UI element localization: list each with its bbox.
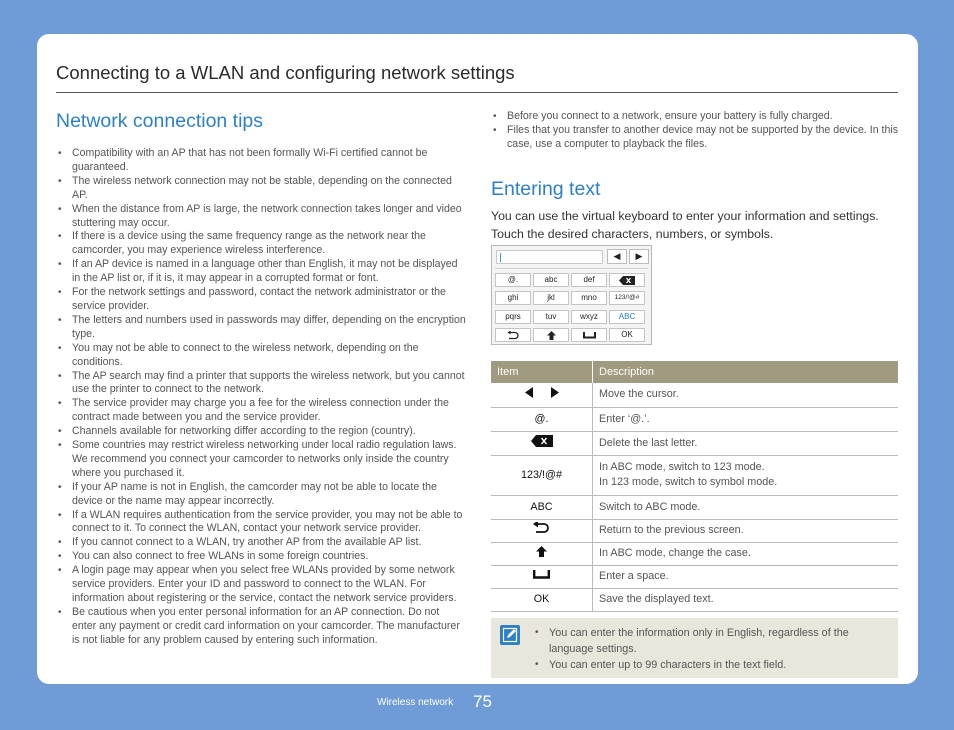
tip-item: • When the distance from AP is large, the network connection takes longer and video stuttering may occur.	[56, 203, 466, 231]
page-title: Connecting to a WLAN and configuring network settings	[56, 62, 515, 83]
key-def[interactable]: def	[571, 273, 607, 287]
tip-item: • If you cannot connect to a WLAN, try another AP from the available AP list.	[56, 536, 466, 550]
footer-section-label: Wireless network	[377, 697, 454, 708]
table-cell-description: Delete the last letter.	[593, 431, 899, 455]
cursor-left-button[interactable]: ◀	[607, 249, 627, 264]
tip-item: • Compatibility with an AP that has not been formally Wi-Fi certified cannot be guaranteed.	[56, 147, 466, 175]
tip-item: • If there is a device using the same frequency range as the network near the camcorder, you may experience wireless interference.	[56, 230, 466, 258]
tip-item: • Channels available for networking differ according to the region (country).	[56, 425, 466, 439]
table-row	[491, 565, 898, 588]
key-123-symbols[interactable]: 123/!@#	[609, 291, 645, 305]
table-cell-description: Return to the previous screen.	[593, 519, 899, 542]
tip-item: • For the network settings and password, contact the network administrator or the service provider.	[56, 286, 466, 314]
cursor-arrows-icon	[525, 387, 559, 398]
description-line: In 123 mode, switch to symbol mode.	[599, 476, 778, 488]
tip-item: • The wireless network connection may not be stable, depending on the connected AP.	[56, 175, 466, 203]
delete-icon	[619, 276, 635, 285]
tip-item: • The service provider may charge you a fee for the wireless connection under the contract made between you and the service provider.	[56, 397, 466, 425]
shift-icon	[547, 331, 556, 340]
network-tips-section	[56, 110, 466, 648]
cursor-right-button[interactable]: ▶	[629, 249, 649, 264]
key-pqrs[interactable]: pqrs	[495, 310, 531, 324]
table-row	[491, 542, 898, 565]
table-cell-item	[491, 383, 593, 407]
space-icon	[533, 570, 550, 579]
table-cell-description: In ABC mode, change the case.	[593, 542, 899, 565]
key-description-table	[491, 361, 898, 612]
table-cell-description: Enter ‘@.’.	[593, 407, 899, 431]
delete-icon	[531, 435, 553, 447]
note-item: • Files that you transfer to another device may not be supported by the device. In this case, use a computer to playback the files.	[491, 124, 901, 152]
column-header-description: Description	[593, 361, 899, 383]
key-jkl[interactable]: jkl	[533, 291, 569, 305]
virtual-keyboard	[491, 245, 652, 345]
table-cell-item: 123/!@#	[491, 455, 593, 495]
key-tuv[interactable]: tuv	[533, 310, 569, 324]
entering-text-intro: You can use the virtual keyboard to enter your information and settings. Touch the desired characters, numbers, or symbols.	[491, 208, 879, 242]
table-row	[491, 455, 898, 495]
note-item: • You can enter up to 99 characters in the text field.	[533, 657, 883, 673]
table-cell-description: Switch to ABC mode.	[593, 495, 899, 519]
key-at-dot[interactable]: @.	[495, 273, 531, 287]
table-cell-item: OK	[491, 588, 593, 611]
space-icon	[583, 332, 596, 339]
keyboard-divider	[495, 268, 648, 269]
tip-item: • If your AP name is not in English, the camcorder may not be able to locate the device or the name may appear incorrectly.	[56, 481, 466, 509]
key-delete[interactable]	[609, 273, 645, 287]
tip-item: • If a WLAN requires authentication from the service provider, you may not be able to connect to it. To connect the WLAN, contact your network service provider.	[56, 509, 466, 537]
text-input-field[interactable]	[496, 250, 603, 264]
key-wxyz[interactable]: wxyz	[571, 310, 607, 324]
tip-item: • If an AP device is named in a language other than English, it may not be displayed in the AP list or, if it is, it may appear in a corrupted format or font.	[56, 258, 466, 286]
table-row	[491, 383, 898, 407]
table-cell-description	[593, 455, 899, 495]
table-cell-description: Save the displayed text.	[593, 588, 899, 611]
key-shift[interactable]	[533, 328, 569, 342]
key-back[interactable]	[495, 328, 531, 342]
back-icon	[533, 522, 550, 534]
table-row	[491, 519, 898, 542]
key-mno[interactable]: mno	[571, 291, 607, 305]
battery-notes-list	[491, 110, 901, 152]
key-ok[interactable]: OK	[609, 328, 645, 342]
tip-item: • A login page may appear when you select free WLANs provided by some network service providers. Enter your ID and password to connect to the WLAN. For information about registering or the service, contact the network service providers.	[56, 564, 466, 606]
tip-item: • You may not be able to connect to the wireless network, depending on the conditions.	[56, 342, 466, 370]
tip-item: • You can also connect to free WLANs in some foreign countries.	[56, 550, 466, 564]
shift-icon	[536, 546, 547, 557]
table-cell-description: Enter a space.	[593, 565, 899, 588]
table-cell-description: Move the cursor.	[593, 383, 899, 407]
table-cell-item	[491, 519, 593, 542]
table-cell-item	[491, 542, 593, 565]
note-list	[533, 625, 883, 673]
table-row	[491, 588, 898, 611]
table-cell-item: ABC	[491, 495, 593, 519]
tip-item: • The letters and numbers used in passwords may differ, depending on the encryption type.	[56, 314, 466, 342]
table-row	[491, 407, 898, 431]
note-box	[491, 618, 898, 678]
right-column	[491, 110, 901, 244]
network-tips-heading: Network connection tips	[56, 110, 264, 132]
tip-item: • The AP search may find a printer that supports the wireless network, but you cannot use the printer to connect to the network.	[56, 370, 466, 398]
table-cell-item	[491, 565, 593, 588]
page-number: 75	[473, 692, 492, 711]
description-line: In ABC mode, switch to 123 mode.	[599, 461, 765, 473]
column-header-item: Item	[491, 361, 593, 383]
table-row	[491, 431, 898, 455]
key-abc-mode[interactable]: ABC	[609, 310, 645, 324]
network-tips-list	[56, 147, 466, 648]
key-abc[interactable]: abc	[533, 273, 569, 287]
tip-item: • Be cautious when you enter personal information for an AP connection. Do not enter any payment or credit card information on your camcorder. The manufacturer is not liable for any problem caused by entering such information.	[56, 606, 466, 648]
note-icon	[500, 625, 520, 645]
table-row	[491, 495, 898, 519]
table-cell-item: @.	[491, 407, 593, 431]
key-ghi[interactable]: ghi	[495, 291, 531, 305]
back-icon	[507, 331, 519, 340]
table-header-row	[491, 361, 898, 383]
entering-text-heading: Entering text	[491, 177, 601, 200]
note-item: • You can enter the information only in English, regardless of the language settings.	[533, 625, 883, 657]
tip-item: • Some countries may restrict wireless networking under local radio regulation laws. We recommend you connect your camcorder to networks only inside the country where you purchased it.	[56, 439, 466, 481]
title-divider	[56, 92, 898, 93]
table-cell-item	[491, 431, 593, 455]
key-space[interactable]	[571, 328, 607, 342]
text-cursor	[500, 253, 501, 262]
note-item: • Before you connect to a network, ensure your battery is fully charged.	[491, 110, 901, 124]
